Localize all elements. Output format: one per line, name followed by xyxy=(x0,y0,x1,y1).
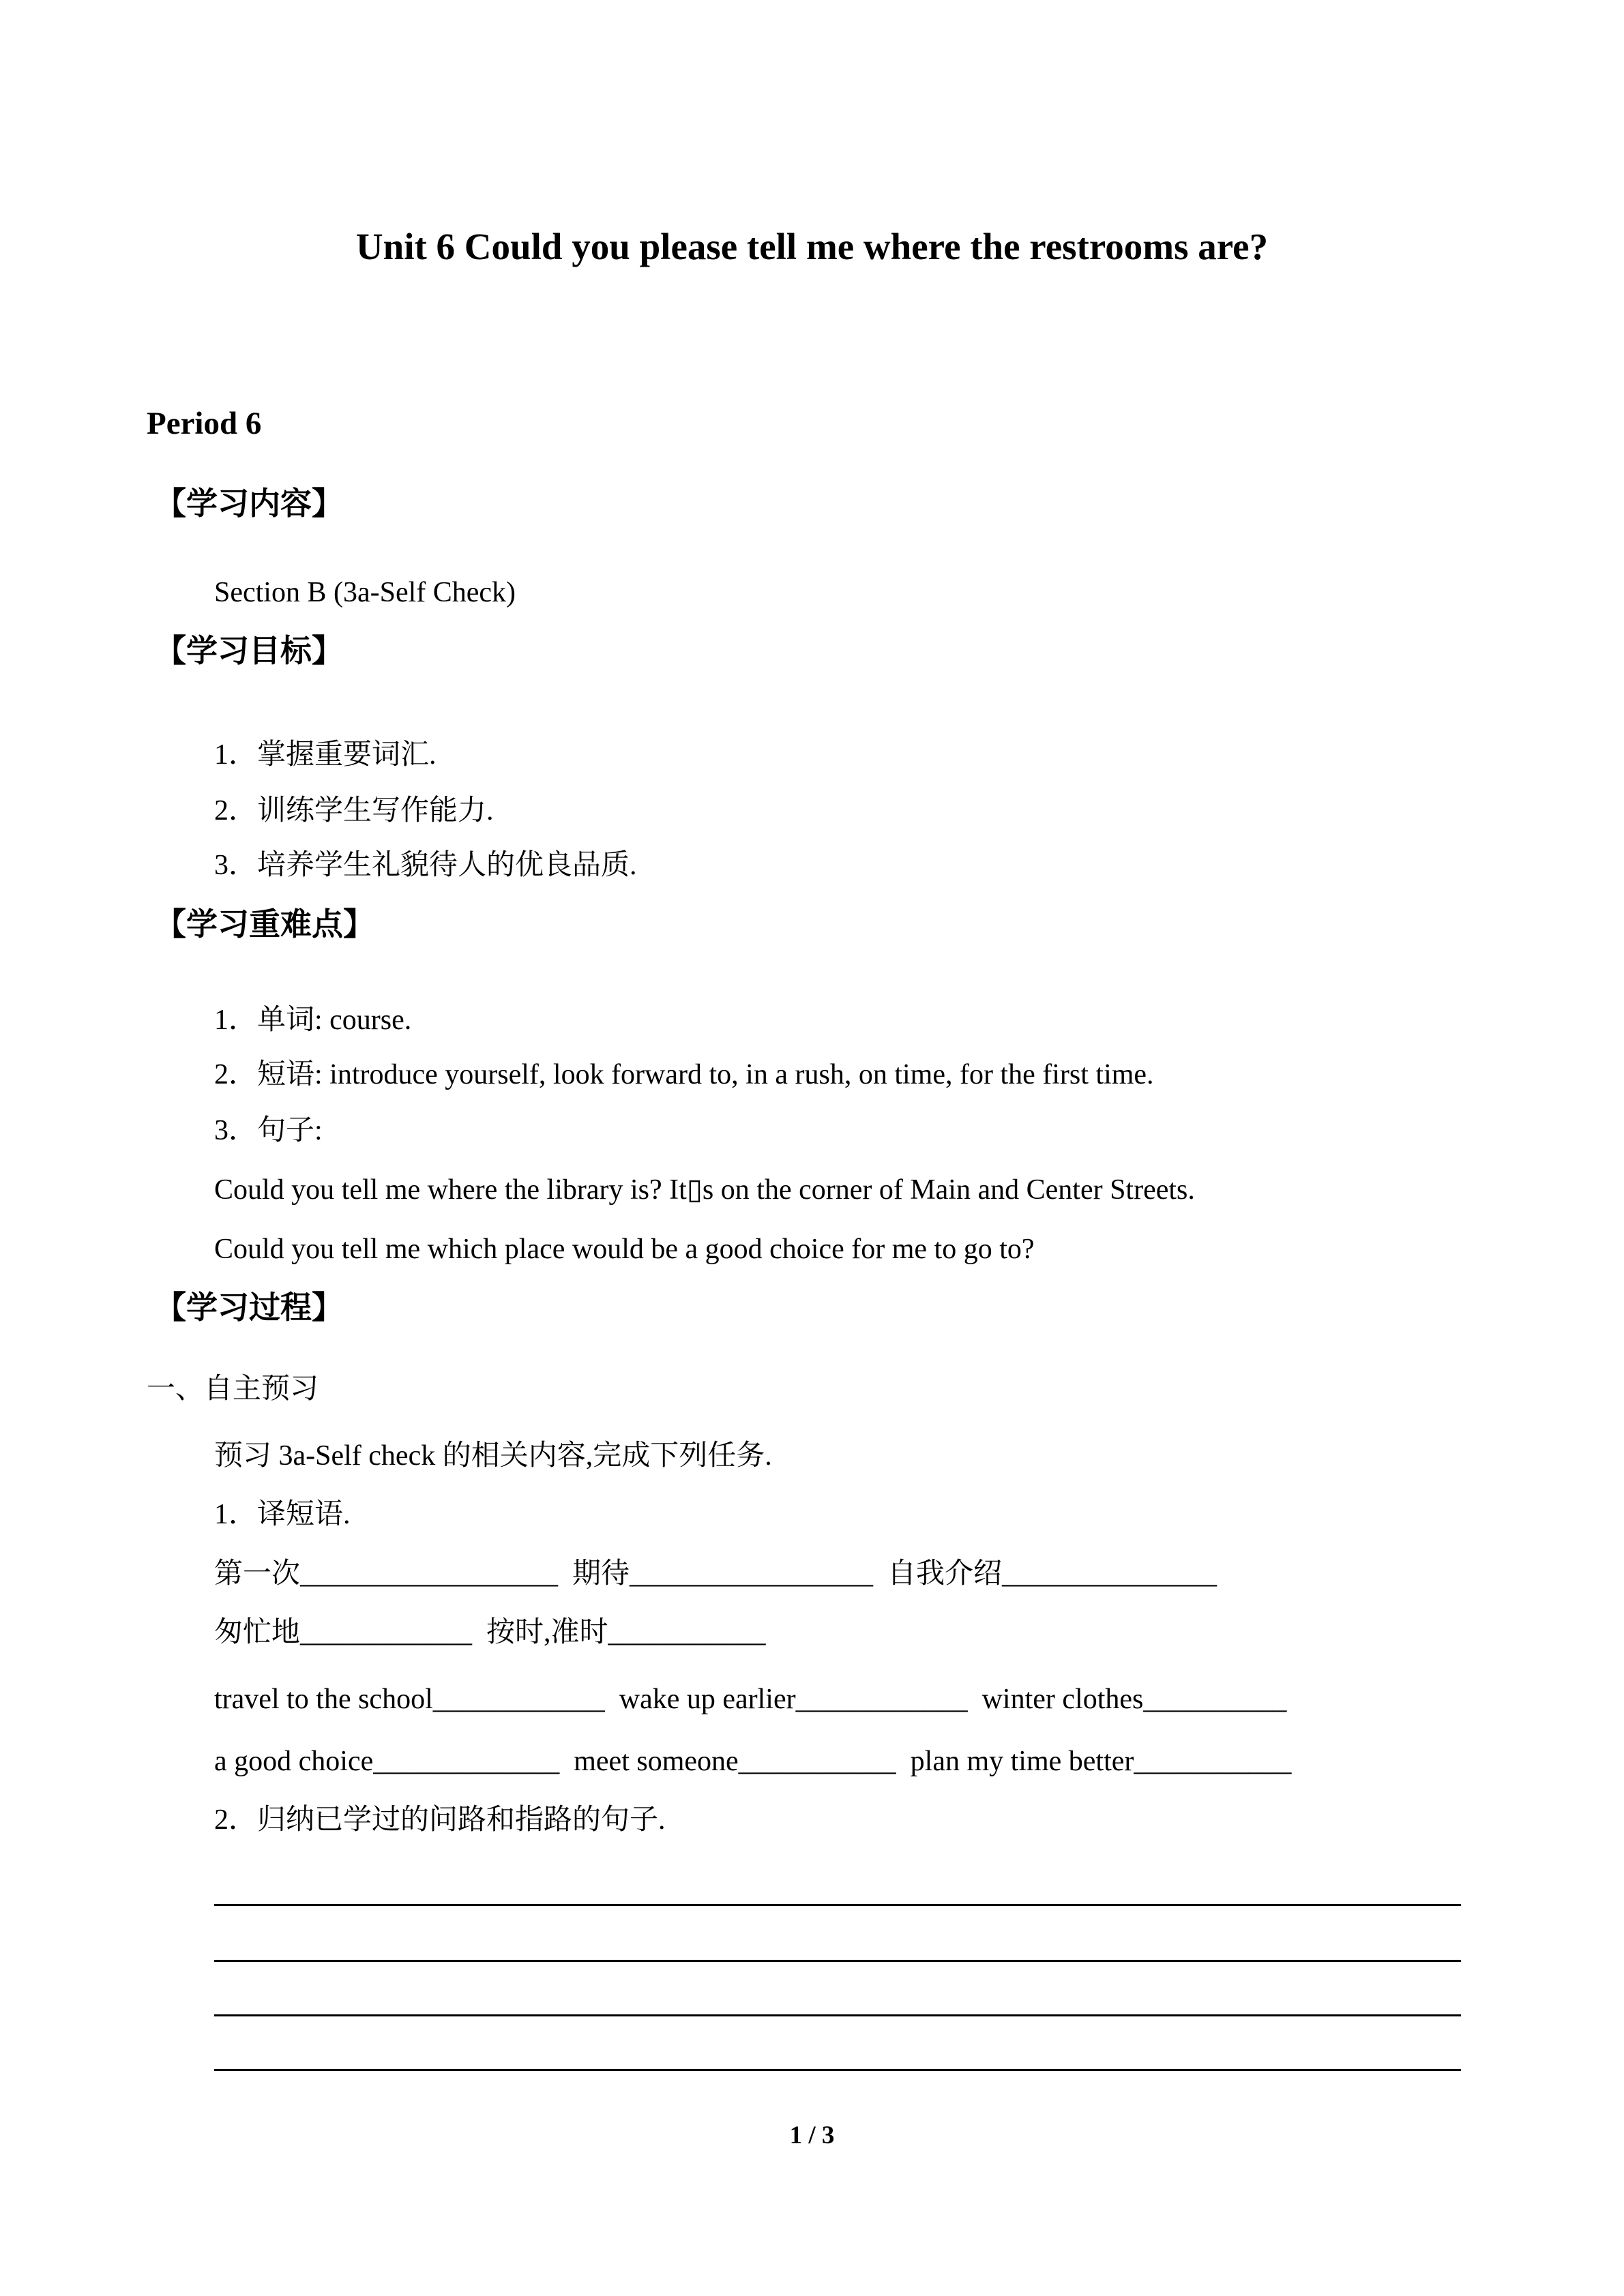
page-number: 1 / 3 xyxy=(789,2121,835,2149)
process-part1-heading: 一、自主预习 xyxy=(147,1373,319,1405)
answer-line xyxy=(214,1904,1461,1906)
task1-heading: 1．译短语. xyxy=(214,1499,351,1530)
answer-line xyxy=(214,2069,1461,2071)
key-point-item: 1．单词: course. xyxy=(214,1004,412,1036)
learning-goal-item: 1．掌握重要词汇. xyxy=(214,739,437,771)
section-heading-learning-process: 【学习过程】 xyxy=(155,1290,343,1325)
preview-instruction: 预习 3a-Self check 的相关内容,完成下列任务. xyxy=(214,1440,772,1472)
learning-goal-item: 3．培养学生礼貌待人的优良品质. xyxy=(214,850,637,881)
key-point-sentence: Could you tell me which place would be a good choice for me to go to? xyxy=(214,1234,1035,1265)
fill-in-blank-row: 第一次__________________ 期待_________________ 自我介绍_______________ xyxy=(214,1558,1217,1590)
key-point-sentence: Could you tell me where the library is? It▯s on the corner of Main and Center Streets. xyxy=(214,1174,1195,1206)
key-point-item: 3．句子: xyxy=(214,1115,323,1146)
key-point-item: 2．短语: introduce yourself, look forward to, in a rush, on time, for the first time. xyxy=(214,1059,1154,1090)
section-heading-key-points: 【学习重难点】 xyxy=(155,907,374,942)
document-title: Unit 6 Could you please tell me where the restrooms are? xyxy=(355,226,1269,267)
learning-goal-item: 2．训练学生写作能力. xyxy=(214,795,494,826)
fill-in-blank-row: a good choice_____________ meet someone___________ plan my time better___________ xyxy=(214,1746,1292,1777)
learning-content-body: Section B (3a-Self Check) xyxy=(214,577,516,608)
answer-line xyxy=(214,1960,1461,1962)
fill-in-blank-row: travel to the school____________ wake up earlier____________ winter clothes__________ xyxy=(214,1684,1287,1715)
answer-line xyxy=(214,2014,1461,2016)
period-heading: Period 6 xyxy=(147,406,262,441)
section-heading-learning-goals: 【学习目标】 xyxy=(155,633,343,668)
task2-heading: 2．归纳已学过的问路和指路的句子. xyxy=(214,1804,666,1836)
section-heading-learning-content: 【学习内容】 xyxy=(155,486,343,521)
fill-in-blank-row: 匆忙地____________ 按时,准时___________ xyxy=(214,1617,766,1648)
